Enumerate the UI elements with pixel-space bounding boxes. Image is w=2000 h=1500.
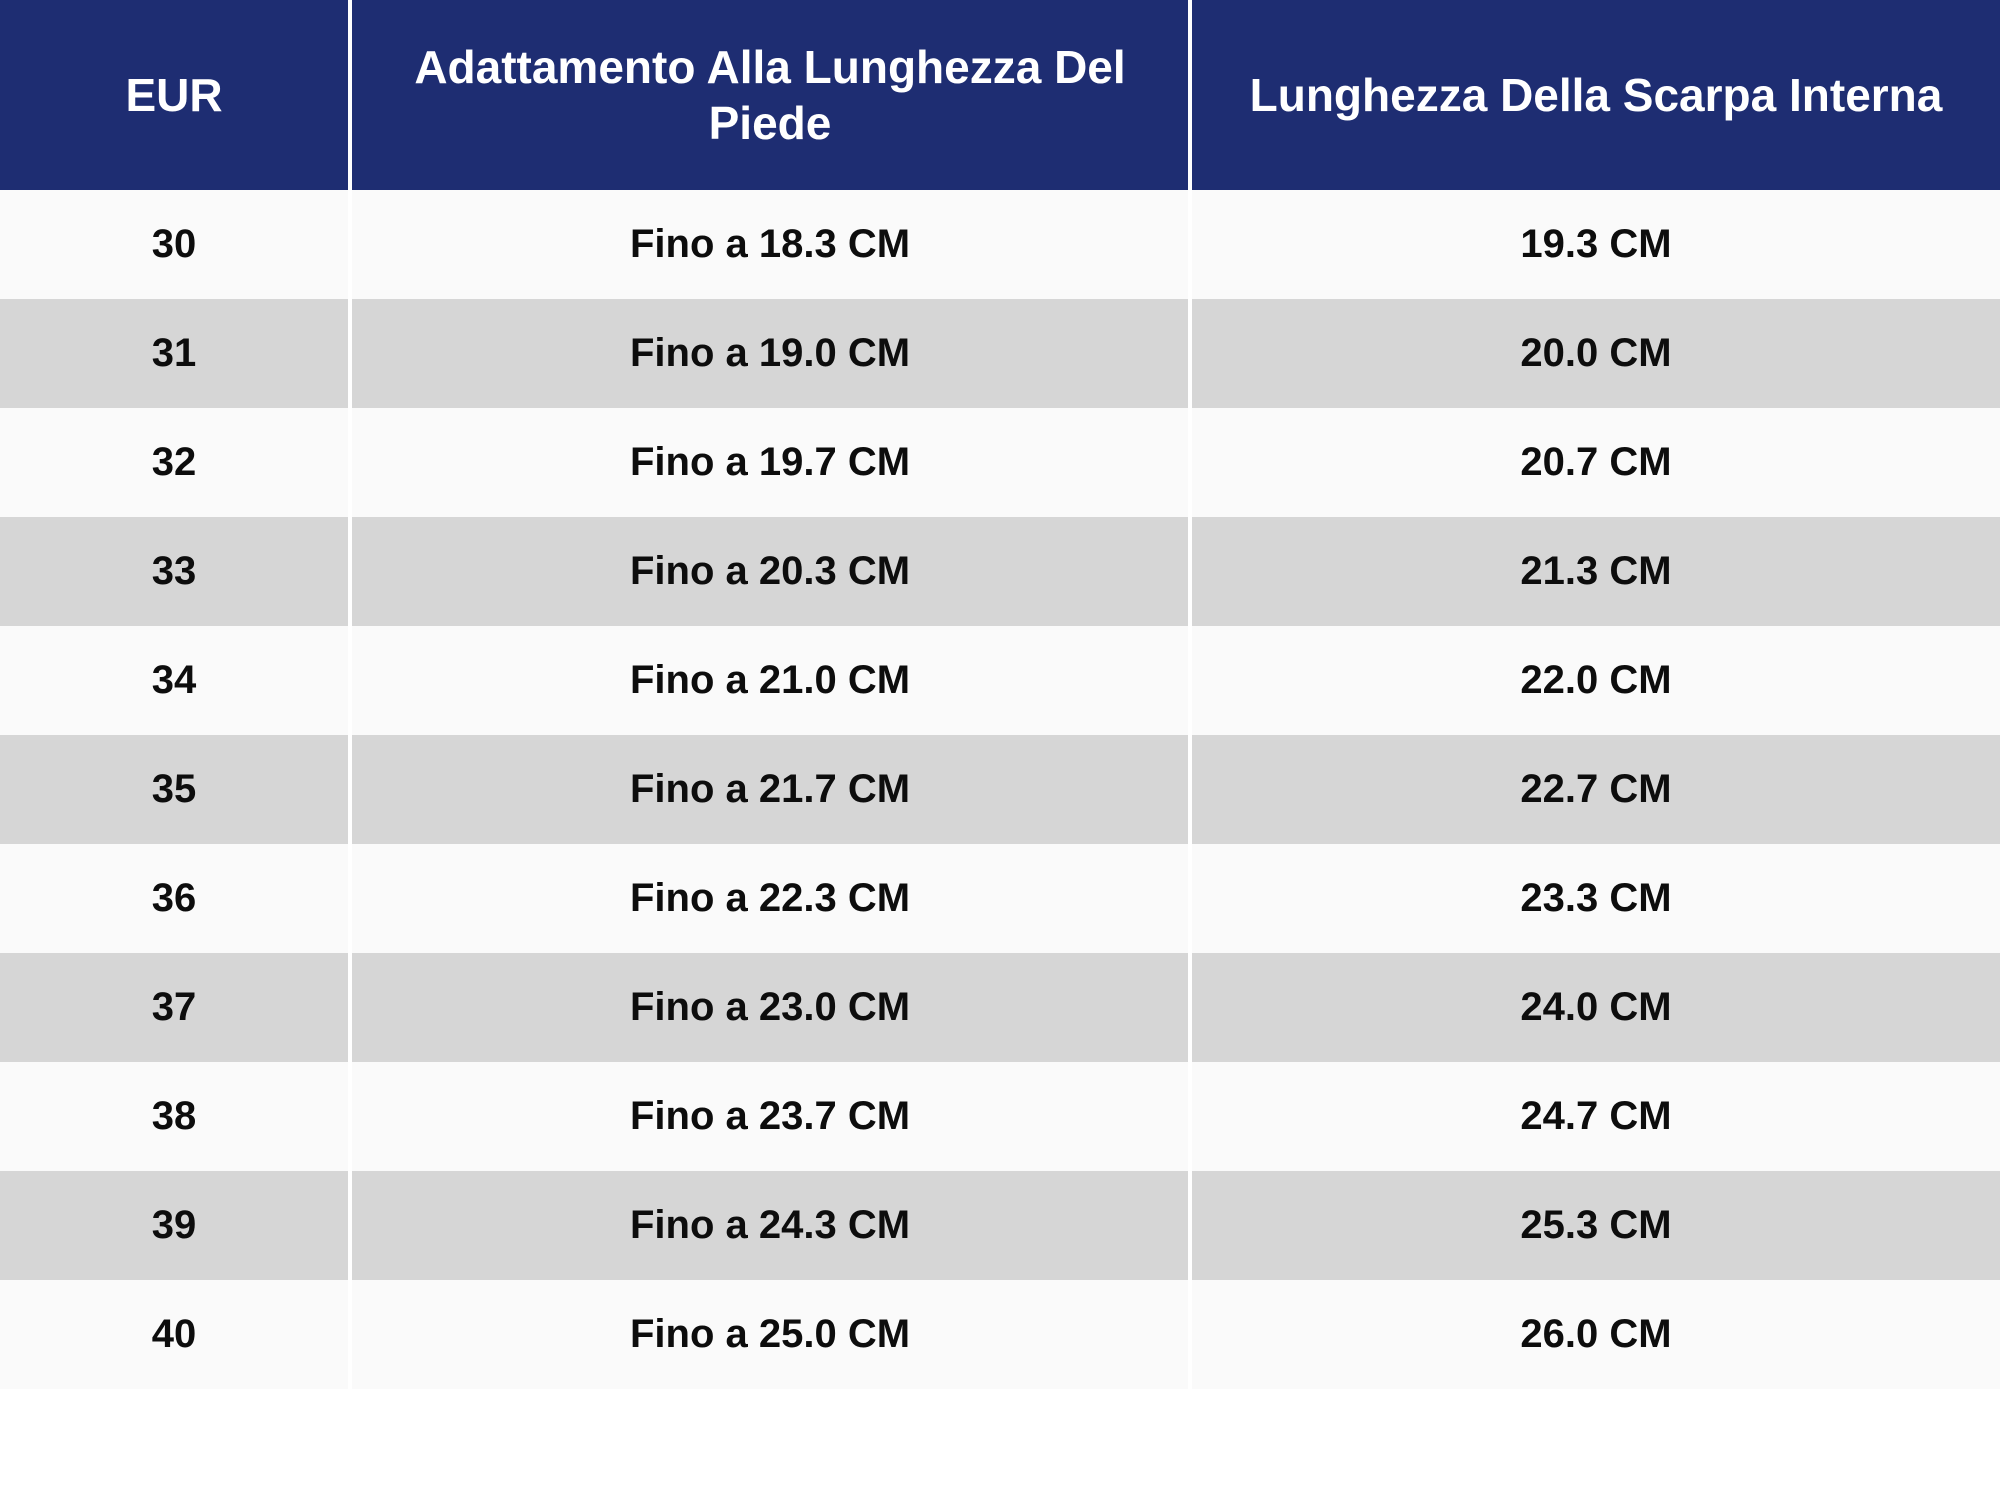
cell-inner-length: 22.0 CM — [1190, 626, 2000, 735]
cell-eur: 33 — [0, 517, 350, 626]
cell-inner-length: 22.7 CM — [1190, 735, 2000, 844]
cell-foot-length: Fino a 25.0 CM — [350, 1280, 1190, 1389]
table-row — [0, 1171, 2000, 1280]
table-row — [0, 408, 2000, 517]
cell-foot-length: Fino a 18.3 CM — [350, 190, 1190, 299]
cell-foot-length: Fino a 21.7 CM — [350, 735, 1190, 844]
cell-foot-length: Fino a 19.0 CM — [350, 299, 1190, 408]
cell-foot-length: Fino a 22.3 CM — [350, 844, 1190, 953]
table-row — [0, 517, 2000, 626]
cell-inner-length: 20.7 CM — [1190, 408, 2000, 517]
column-header-foot-length-fit: Adattamento Alla Lunghezza Del Piede — [350, 0, 1190, 190]
cell-eur: 37 — [0, 953, 350, 1062]
cell-inner-length: 24.0 CM — [1190, 953, 2000, 1062]
cell-foot-length: Fino a 23.0 CM — [350, 953, 1190, 1062]
column-header-inner-shoe-length: Lunghezza Della Scarpa Interna — [1190, 0, 2000, 190]
cell-eur: 40 — [0, 1280, 350, 1389]
cell-inner-length: 21.3 CM — [1190, 517, 2000, 626]
cell-inner-length: 26.0 CM — [1190, 1280, 2000, 1389]
table-row — [0, 1280, 2000, 1389]
cell-eur: 31 — [0, 299, 350, 408]
cell-foot-length: Fino a 24.3 CM — [350, 1171, 1190, 1280]
cell-inner-length: 24.7 CM — [1190, 1062, 2000, 1171]
cell-inner-length: 19.3 CM — [1190, 190, 2000, 299]
cell-foot-length: Fino a 21.0 CM — [350, 626, 1190, 735]
table-body — [0, 190, 2000, 1389]
cell-foot-length: Fino a 19.7 CM — [350, 408, 1190, 517]
cell-inner-length: 23.3 CM — [1190, 844, 2000, 953]
cell-eur: 34 — [0, 626, 350, 735]
cell-foot-length: Fino a 20.3 CM — [350, 517, 1190, 626]
table-row — [0, 735, 2000, 844]
cell-inner-length: 25.3 CM — [1190, 1171, 2000, 1280]
table-row — [0, 953, 2000, 1062]
cell-eur: 36 — [0, 844, 350, 953]
cell-eur: 38 — [0, 1062, 350, 1171]
table-row — [0, 190, 2000, 299]
cell-eur: 32 — [0, 408, 350, 517]
cell-eur: 39 — [0, 1171, 350, 1280]
cell-eur: 35 — [0, 735, 350, 844]
table-row — [0, 299, 2000, 408]
table-row — [0, 626, 2000, 735]
table-row — [0, 1062, 2000, 1171]
cell-inner-length: 20.0 CM — [1190, 299, 2000, 408]
header-row — [0, 0, 2000, 190]
table-row — [0, 844, 2000, 953]
cell-eur: 30 — [0, 190, 350, 299]
column-header-eur: EUR — [0, 0, 350, 190]
table-header — [0, 0, 2000, 190]
cell-foot-length: Fino a 23.7 CM — [350, 1062, 1190, 1171]
